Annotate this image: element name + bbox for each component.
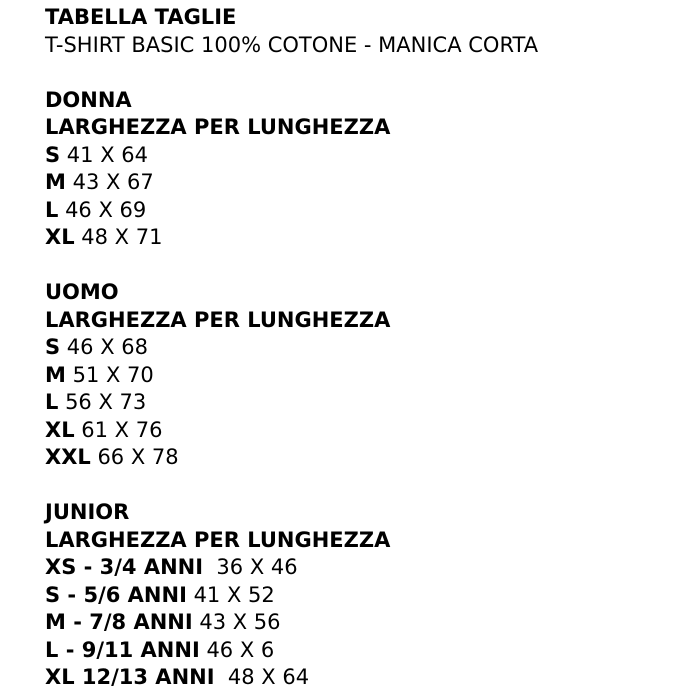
size-label: XL bbox=[45, 225, 75, 249]
section-junior bbox=[45, 499, 685, 692]
size-measure: 51 X 70 bbox=[65, 362, 154, 387]
section-title: DONNA bbox=[45, 87, 132, 112]
size-measure: 41 X 52 bbox=[186, 582, 275, 607]
size-row bbox=[45, 169, 685, 197]
size-row bbox=[45, 582, 685, 610]
size-measure: 48 X 71 bbox=[74, 225, 163, 249]
size-label: L - 9/11 ANNI bbox=[45, 637, 200, 662]
size-measure: 36 X 46 bbox=[203, 555, 298, 579]
size-label: XS - 3/4 ANNI bbox=[45, 555, 204, 579]
section-header: LARGHEZZA PER LUNGHEZZA bbox=[45, 527, 391, 552]
size-label: M bbox=[45, 170, 66, 194]
spacer bbox=[45, 472, 685, 500]
size-row bbox=[45, 444, 685, 472]
size-measure: 46 X 68 bbox=[60, 335, 148, 359]
size-row bbox=[45, 417, 685, 445]
size-label: L bbox=[45, 390, 59, 414]
size-row bbox=[45, 197, 685, 225]
section-header: LARGHEZZA PER LUNGHEZZA bbox=[45, 115, 391, 139]
size-row bbox=[45, 389, 685, 417]
document-title: TABELLA TAGLIE bbox=[45, 5, 237, 29]
size-measure: 66 X 78 bbox=[90, 445, 179, 469]
section-uomo bbox=[45, 279, 685, 472]
document-subtitle: T-SHIRT BASIC 100% COTONE - MANICA CORTA bbox=[45, 32, 539, 57]
size-measure: 43 X 56 bbox=[192, 610, 281, 634]
size-label: S bbox=[45, 335, 61, 359]
size-label: XXL bbox=[45, 445, 91, 469]
size-chart-document bbox=[45, 4, 685, 692]
section-title: JUNIOR bbox=[45, 500, 130, 524]
size-label: XL bbox=[45, 417, 75, 442]
size-measure: 61 X 76 bbox=[74, 417, 163, 442]
size-label: M - 7/8 ANNI bbox=[45, 610, 193, 634]
size-row bbox=[45, 609, 685, 637]
size-row bbox=[45, 554, 685, 582]
size-row bbox=[45, 334, 685, 362]
size-label: S - 5/6 ANNI bbox=[45, 582, 187, 607]
size-measure: 41 X 64 bbox=[60, 142, 148, 167]
section-donna bbox=[45, 87, 685, 252]
size-row bbox=[45, 142, 685, 170]
spacer bbox=[45, 252, 685, 280]
size-row bbox=[45, 637, 685, 665]
size-label: L bbox=[45, 197, 59, 222]
size-measure: 43 X 67 bbox=[65, 170, 154, 194]
size-label: S bbox=[45, 142, 61, 167]
size-row bbox=[45, 224, 685, 252]
size-label: XL 12/13 ANNI bbox=[45, 665, 215, 689]
size-label: M bbox=[45, 362, 66, 387]
size-measure: 46 X 6 bbox=[199, 637, 275, 662]
size-row bbox=[45, 362, 685, 390]
size-measure: 56 X 73 bbox=[58, 390, 147, 414]
size-measure: 48 X 64 bbox=[214, 665, 310, 689]
spacer bbox=[45, 59, 685, 87]
section-title: UOMO bbox=[45, 280, 119, 304]
size-row bbox=[45, 664, 685, 692]
size-measure: 46 X 69 bbox=[58, 197, 147, 222]
section-header: LARGHEZZA PER LUNGHEZZA bbox=[45, 307, 391, 332]
